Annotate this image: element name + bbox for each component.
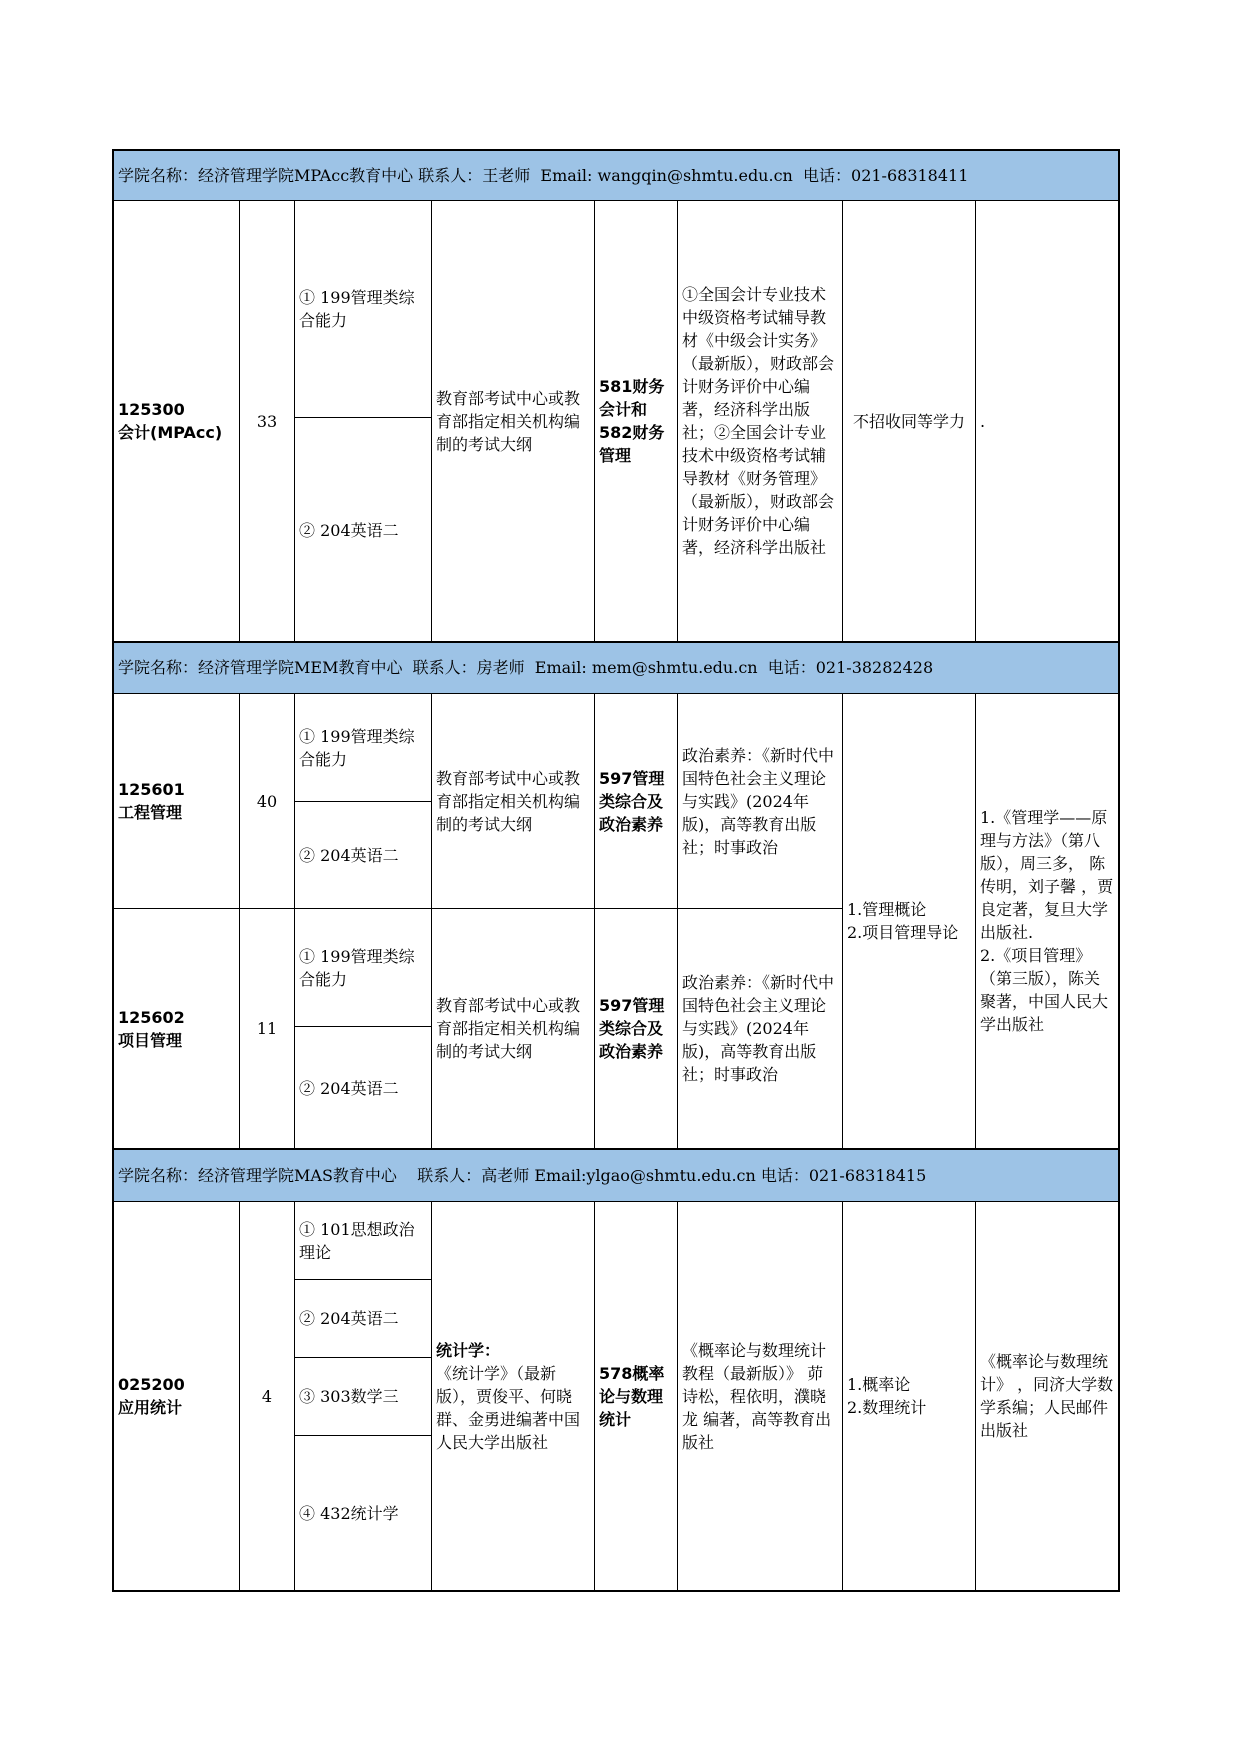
quota-cell: 4 xyxy=(239,1201,295,1592)
retest-subject-cell: 597管理类综合及政治素养 xyxy=(594,693,678,909)
extra-cell: 《概率论与数理统计》 ，同济大学数学系编；人民邮件出版社 xyxy=(975,1201,1120,1592)
exam-subject-4: ④ 432统计学 xyxy=(299,1503,399,1523)
syllabus-cell xyxy=(431,1201,595,1592)
admission-table xyxy=(112,149,1120,1592)
syllabus-cell: 教育部考试中心或教育部指定相关机构编制的考试大纲 xyxy=(431,908,595,1149)
retest-subject-cell: 597管理类综合及政治素养 xyxy=(594,908,678,1149)
program-code: 125601 xyxy=(118,780,185,799)
program-code: 125602 xyxy=(118,1007,185,1027)
exam-subject-1: ① 199管理类综合能力 xyxy=(299,726,415,769)
references-cell: 政治素养：《新时代中国特色社会主义理论与实践》(2024年版)，高等教育出版社；时事政治 xyxy=(677,693,843,909)
equivalent-cell: 1.概率论 2.数理统计 xyxy=(842,1201,976,1592)
program-name: 应用统计 xyxy=(118,1398,183,1417)
syllabus-cell: 教育部考试中心或教育部指定相关机构编制的考试大纲 xyxy=(431,200,595,642)
exam-subject-2: ② 204英语二 xyxy=(299,520,399,540)
exam-subjects-cell xyxy=(294,200,432,642)
quota-cell: 11 xyxy=(239,908,295,1149)
exam-subject-2: ② 204英语二 xyxy=(299,1078,399,1098)
equivalent-cell: 1.管理概论 2.项目管理导论 xyxy=(842,693,976,1149)
program-code: 025200 xyxy=(118,1375,185,1394)
quota-cell: 40 xyxy=(239,693,295,909)
retest-subject-cell: 578概率论与数理统计 xyxy=(594,1201,678,1592)
retest-subject-cell: 581财务会计和582财务管理 xyxy=(594,200,678,642)
syllabus-title: 统计学： xyxy=(436,1340,501,1360)
exam-subjects-cell xyxy=(294,908,432,1149)
exam-subject-2: ② 204英语二 xyxy=(299,846,399,865)
section-header-mpacc: 学院名称：经济管理学院MPAcc教育中心 联系人：王老师 Email: wangqin@shmtu.edu.cn 电话：021-68318411 xyxy=(112,149,1120,202)
exam-subjects-cell xyxy=(294,1201,432,1592)
program-cell-stats xyxy=(112,1201,240,1592)
syllabus-cell: 教育部考试中心或教育部指定相关机构编制的考试大纲 xyxy=(431,693,595,909)
references-cell: 政治素养：《新时代中国特色社会主义理论与实践》(2024年版)，高等教育出版社；时事政治 xyxy=(677,908,843,1149)
program-name: 工程管理 xyxy=(118,803,183,822)
references-cell: ①全国会计专业技术中级资格考试辅导教材《中级会计实务》（最新版），财政部会计财务评价中心编著，经济科学出版社；②全国会计专业技术中级资格考试辅导教材《财务管理》（最新版），财政部会计财务评价中心编著，经济科学出版社 xyxy=(677,200,843,642)
program-name: 会计(MPAcc) xyxy=(118,423,223,442)
equivalent-cell: 不招收同等学力 xyxy=(842,200,976,642)
references-cell: 《概率论与数理统计教程（最新版）》 茆诗松，程依明，濮晓龙 编著，高等教育出版社 xyxy=(677,1201,843,1592)
program-code: 125300 xyxy=(118,400,185,419)
exam-subject-1: ① 101思想政治理论 xyxy=(299,1219,415,1262)
exam-subjects-cell xyxy=(294,693,432,909)
syllabus-text: 《统计学》（最新版），贾俊平、何晓群、金勇进编著中国人民大学出版社 xyxy=(436,1363,581,1452)
section-header-mem: 学院名称：经济管理学院MEM教育中心 联系人：房老师 Email: mem@shmtu.edu.cn 电话：021-38282428 xyxy=(112,641,1120,695)
program-cell-eng-mgmt xyxy=(112,693,240,909)
section-header-mas: 学院名称：经济管理学院MAS教育中心 联系人：高老师 Email:ylgao@shmtu.edu.cn 电话：021-68318415 xyxy=(112,1148,1120,1203)
extra-cell: 1.《管理学——原理与方法》（第八版），周三多， 陈传明，刘子馨 ，贾良定著，复旦大学出版社. 2.《项目管理》（第三版），陈关聚著，中国人民大学出版社 xyxy=(975,693,1120,1149)
program-cell-mpacc xyxy=(112,200,240,642)
exam-subject-1: ① 199管理类综合能力 xyxy=(299,288,415,330)
exam-subject-2: ② 204英语二 xyxy=(299,1309,399,1328)
program-name: 项目管理 xyxy=(118,1030,183,1050)
exam-subject-3: ③ 303数学三 xyxy=(299,1387,399,1406)
exam-subject-1: ① 199管理类综合能力 xyxy=(299,946,415,989)
quota-cell: 33 xyxy=(239,200,295,642)
program-cell-proj-mgmt xyxy=(112,908,240,1149)
extra-cell: . xyxy=(975,200,1120,642)
